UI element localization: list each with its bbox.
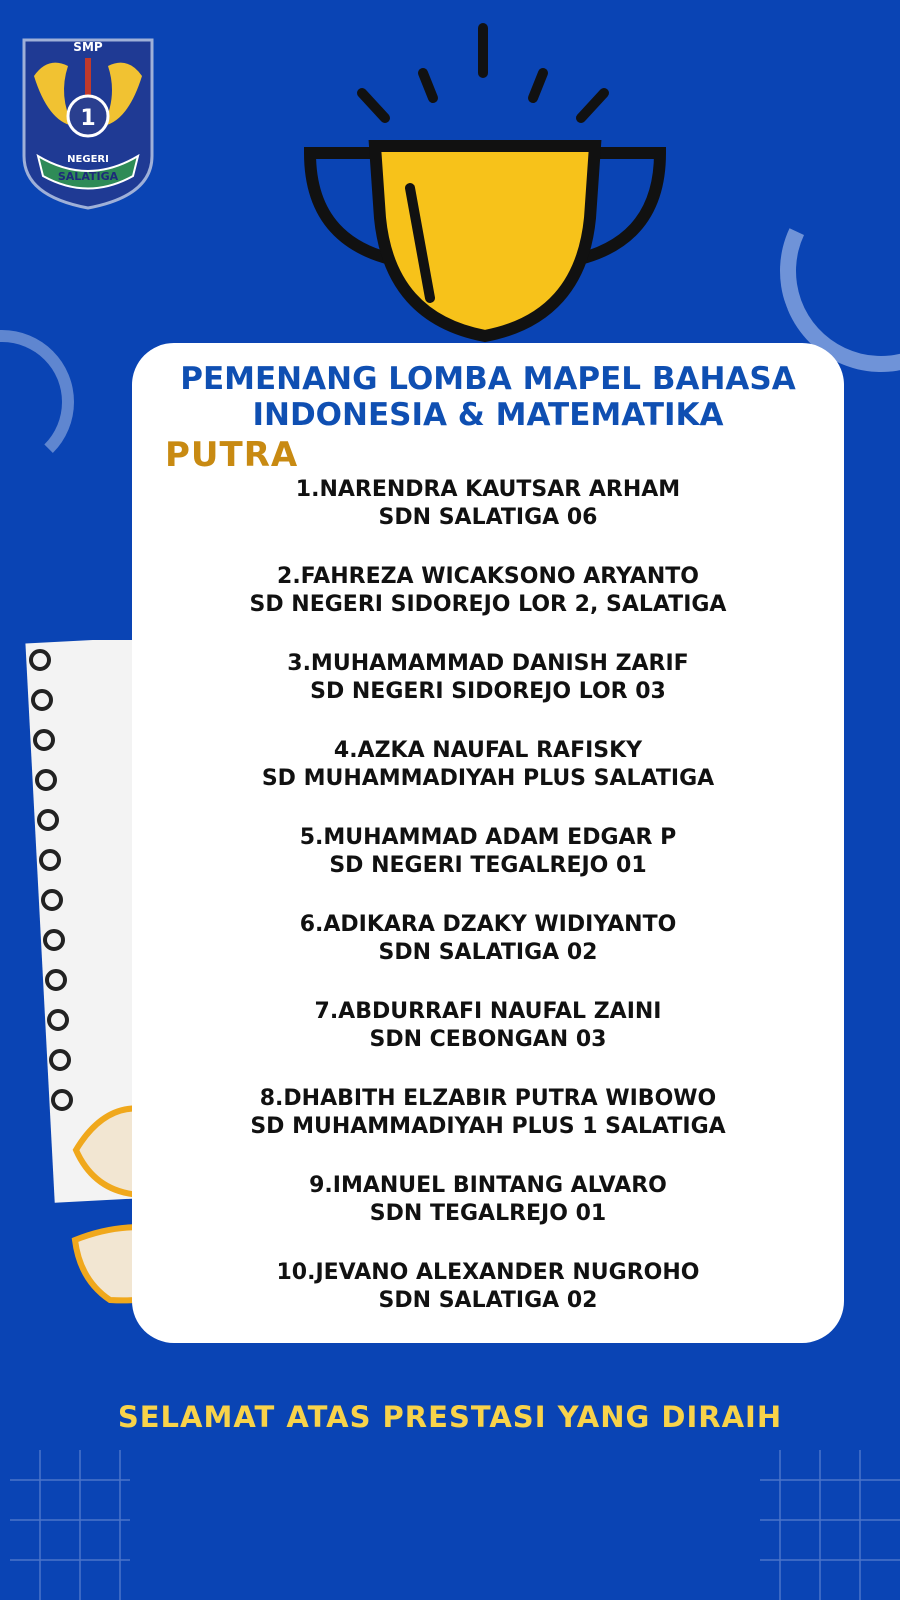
- winner-item: [132, 1172, 844, 1259]
- category-label: PUTRA: [165, 435, 299, 475]
- winner-school: SDN SALATIGA 06: [378, 505, 598, 530]
- winner-item: [132, 1259, 844, 1346]
- winner-school: SD NEGERI SIDOREJO LOR 2, SALATIGA: [249, 592, 727, 617]
- logo-number: 1: [80, 106, 96, 131]
- winner-school: SD NEGERI SIDOREJO LOR 03: [310, 679, 666, 704]
- congratulations-text: SELAMAT ATAS PRESTASI YANG DIRAIH: [117, 1400, 783, 1434]
- logo-ribbon-top: NEGERI: [67, 154, 109, 165]
- logo-ribbon-bottom: SALATIGA: [57, 170, 119, 183]
- winner-name: 9.IMANUEL BINTANG ALVARO: [309, 1173, 667, 1198]
- winner-item: [132, 998, 844, 1085]
- decorative-grid-left: [0, 1450, 140, 1600]
- winner-school: SDN CEBONGAN 03: [369, 1027, 607, 1052]
- winner-name: 6.ADIKARA DZAKY WIDIYANTO: [299, 912, 677, 937]
- winner-name: 8.DHABITH ELZABIR PUTRA WIBOWO: [259, 1086, 717, 1111]
- winner-item: [132, 650, 844, 737]
- title-line-1: PEMENANG LOMBA MAPEL BAHASA: [180, 361, 796, 397]
- title-line-2: INDONESIA & MATEMATIKA: [252, 397, 724, 433]
- winner-item: [132, 1085, 844, 1172]
- winners-card: [132, 343, 844, 1343]
- decorative-arc-left: [0, 330, 74, 474]
- winner-school: SD MUHAMMADIYAH PLUS 1 SALATIGA: [250, 1114, 726, 1139]
- winner-school: SD MUHAMMADIYAH PLUS SALATIGA: [261, 766, 715, 791]
- winner-item: [132, 563, 844, 650]
- winner-item: [132, 737, 844, 824]
- school-logo: [18, 36, 158, 211]
- winners-list: [132, 476, 844, 1346]
- winner-name: 3.MUHAMAMMAD DANISH ZARIF: [287, 651, 689, 676]
- card-title: [132, 361, 844, 433]
- winner-name: 10.JEVANO ALEXANDER NUGROHO: [276, 1260, 700, 1285]
- winner-name: 1.NARENDRA KAUTSAR ARHAM: [295, 477, 681, 502]
- winner-school: SD NEGERI TEGALREJO 01: [329, 853, 647, 878]
- winner-school: SDN SALATIGA 02: [378, 940, 598, 965]
- winner-item: [132, 911, 844, 998]
- winner-school: SDN SALATIGA 02: [378, 1288, 598, 1313]
- winner-item: [132, 476, 844, 563]
- winner-item: [132, 824, 844, 911]
- winner-name: 2.FAHREZA WICAKSONO ARYANTO: [277, 564, 699, 589]
- winner-name: 4.AZKA NAUFAL RAFISKY: [333, 738, 643, 763]
- logo-top-text: SMP: [73, 40, 103, 54]
- winner-name: 5.MUHAMMAD ADAM EDGAR P: [299, 825, 677, 850]
- decorative-grid-right: [760, 1450, 900, 1600]
- winner-name: 7.ABDURRAFI NAUFAL ZAINI: [314, 999, 662, 1024]
- winner-school: SDN TEGALREJO 01: [369, 1201, 607, 1226]
- trophy-icon: [290, 18, 690, 348]
